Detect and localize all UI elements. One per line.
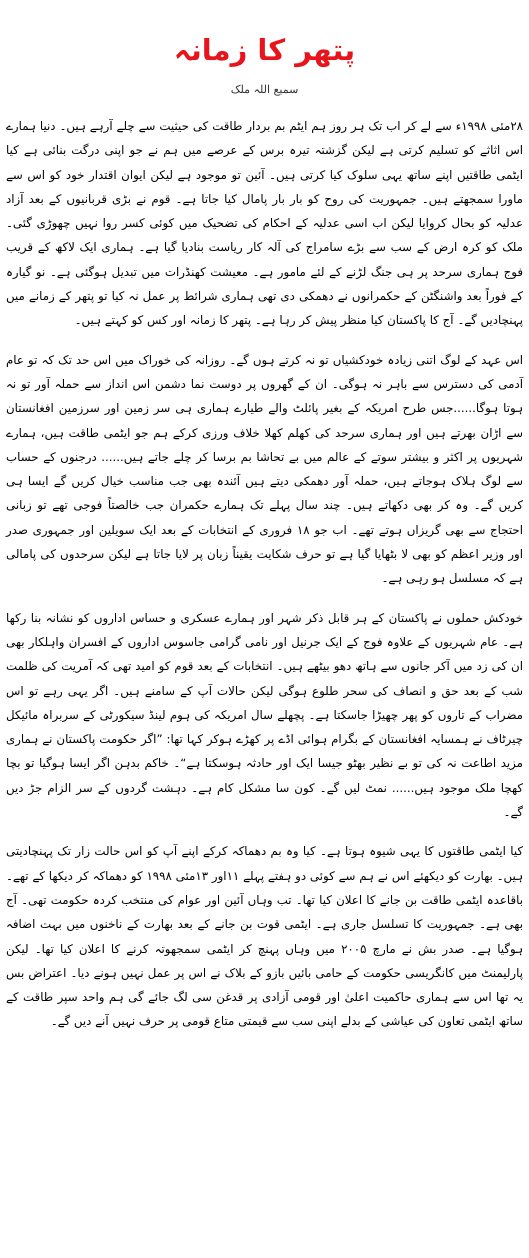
author-byline: سمیع اللہ ملک bbox=[230, 83, 299, 96]
paragraph-spacer bbox=[6, 333, 523, 348]
article-paragraph-1: ۲۸مئی ۱۹۹۸ء سے لے کر اب تک ہر روز ہم ایٹم بم بردار طاقت کی حیثیت سے چلے آرہے ہیں۔ دنیا ہمارے اس اثاثے کو تسلیم کرتی ہے لیکن گزشتہ تیرہ برس کے عرصے میں ہم نے جو اپنی درگت بنائی ہے کیا ایٹمی طاقتیں اپنے ساتھ یہی سلوک کیا کرتی ہیں۔ آئین تو موجود ہے لیکن ایوان اقتدار خود کو اس سے ماورا سمجھتے ہیں۔ جمہوریت کی روح کو بار بار پامال کیا جاتا ہے۔ قوم نے بڑی قربانیوں کے بعد آزاد عدلیہ کو بحال کروایا لیکن اب اسی عدلیہ کے احکام کی تضحیک میں کوئی کسر روا نہیں چھوڑی گئی۔ ملک کو کرہ ارض کے سب سے بڑے سامراج کی آلہ کار ریاست بنادیا گیا ہے۔ ہماری ایک لاکھ کے قریب فوج ہماری سرحد پر ہی جنگ لڑنے کے لئے مامور ہے۔ معیشت کھنڈرات میں تبدیل ہوگئی ہے۔ نو گیارہ کے فوراً بعد واشنگٹن کے حکمرانوں نے دھمکی دی تھی ہماری شرائط پر عمل نہ کیا تو پتھر کے زمانے میں پہنچادیں گے۔ آج کا پاکستان کیا منظر پیش کر رہا ہے۔ پتھر کا زمانہ اور کس کو کہتے ہیں۔ bbox=[6, 119, 523, 328]
article-paragraph-4: کیا ایٹمی طاقتوں کا یہی شیوہ ہوتا ہے۔ کیا وہ بم دھماکہ کرکے اپنے آپ کو اس حالت زار تک پہنچادیتی ہیں۔ بھارت کو دیکھئے اس نے ہم سے کوئی دو ہفتے پہلے ۱۱اور ۱۳مئی ۱۹۹۸ کو دھماکہ کر دیکھا کے تھے۔ باقاعدہ ایٹمی طاقت بن جانے کا اعلان کیا تھا۔ تب وہاں آئین اور عوام کی منتخب کردہ حکومت تھی۔ آج بھی ہے۔ جمہوریت کا تسلسل جاری ہے۔ ایٹمی قوت بن جانے کے بعد بھارت کے ناخنوں میں بہت اضافہ ہوگیا ہے۔ صدر بش نے مارچ ۲۰۰۵ میں وہاں پہنچ کر ایٹمی سمجھوتہ کرنے کا اعلان کیا تھا۔ لیکن پارلیمنٹ میں کانگریسی حکومت کے حامی بائیں بازو کے بلاک نے اس پر عمل نہیں ہونے دیا۔ اعتراض بس یہ تھا اس سے ہماری حاکمیت اعلیٰ اور قومی آزادی پر قدغن سی لگ جائے گی ہم واحد سپر طاقت کے ساتھ ایٹمی تعاون کی عیاشی کے بدلے اپنی سب سے قیمتی متاع قومی پر حرف نہیں آنے دیں گے۔ bbox=[6, 844, 524, 1029]
paragraph-spacer bbox=[6, 824, 523, 839]
article-title: پتھر کا زمانہ bbox=[173, 33, 356, 67]
paragraph-spacer bbox=[6, 591, 523, 606]
article-body bbox=[6, 114, 523, 1034]
article-paragraph-3: خودکش حملوں نے پاکستان کے ہر قابل ذکر شہر اور ہمارے عسکری و حساس اداروں کو نشانہ بنا رکھا ہے۔ عام شہریوں کے علاوہ فوج کے ایک جرنیل اور نامی گرامی جاسوس اداروں کے افسران واہلکار بھی ان کی زد میں آکر جانوں سے ہاتھ دھو بیٹھے ہیں۔ انتخابات کے بعد قوم کو امید تھی کہ آمریت کی ظلمت شب کے بعد حق و انصاف کی سحر طلوع ہوگی لیکن حالات آپ کے سامنے ہیں۔ اگر یہی رہے تو اس مضراب کے تاروں کو پھر چھیڑا جاسکتا ہے۔ پچھلے سال امریکہ کی ہوم لینڈ سیکورٹی کے سربراہ مائیکل چیرٹاف نے ہمسایہ افغانستان کے بگرام ہوائی اڈے پر کھڑے ہوکر کہا تھا: ”اگر حکومت پاکستان نے ہماری مزید اطاعت نہ کی تو بے نظیر بھٹو جیسا ایک اور حادثہ ہوسکتا ہے“۔ خاکم بدہن اگر ایسا ہوگیا تو بچا کھچا ملک موجود ہیں...... نمٹ لیں گے۔ کون سا مشکل کام ہے۔ دہشت گردوں کے سر الزام جڑ دیں گے۔ bbox=[6, 610, 523, 820]
article-paragraph-2: اس عہد کے لوگ اتنی زیادہ خودکشیاں تو نہ کرتے ہوں گے۔ روزانہ کی خوراک میں اس حد تک کہ تو عام آدمی کی دسترس سے باہر نہ ہوگی۔ ان کے گھروں پر دوست نما دشمن اس انداز سے حملہ آور تو نہ ہوتا ہوگا......جس طرح امریکہ کے بغیر پائلٹ والے طیارے ہماری ہی سر زمین اور سرزمین افغانستان سے اڑان بھرتے ہیں اور ہماری سرحد کی کھلم کھلا خلاف ورزی کرکے ہم جو ایٹمی طاقت ہیں، ہمارے شہریوں پر اکثر و بیشتر سوتے کے عالم میں بے تحاشا بم برسا کر چلے جاتے ہیں...... درجنوں کے حساب سے لوگ ہلاک ہوجاتے ہیں، حملہ آور دھمکی دیتے ہیں آئندہ بھی جب مناسب خیال کریں گے ایسا ہی کریں گے۔ وہ کر بھی دکھاتے ہیں۔ چند سال پہلے تک ہمارے حکمران جب خالصتاً فوجی تھے تو زبانی احتجاج سے بھی گریزاں ہوتے تھے۔ اب جو ۱۸ فروری کے انتخابات کے بعد ایک سویلین اور جمہوری صدر اور وزیر اعظم کو بھی لا بٹھایا گیا ہے تو حرف شکایت یقیناً زبان پر لایا جاتا ہے لیکن سرحدوں کی پامالی ہے کہ مسلسل ہو رہی ہے۔ bbox=[6, 352, 524, 586]
